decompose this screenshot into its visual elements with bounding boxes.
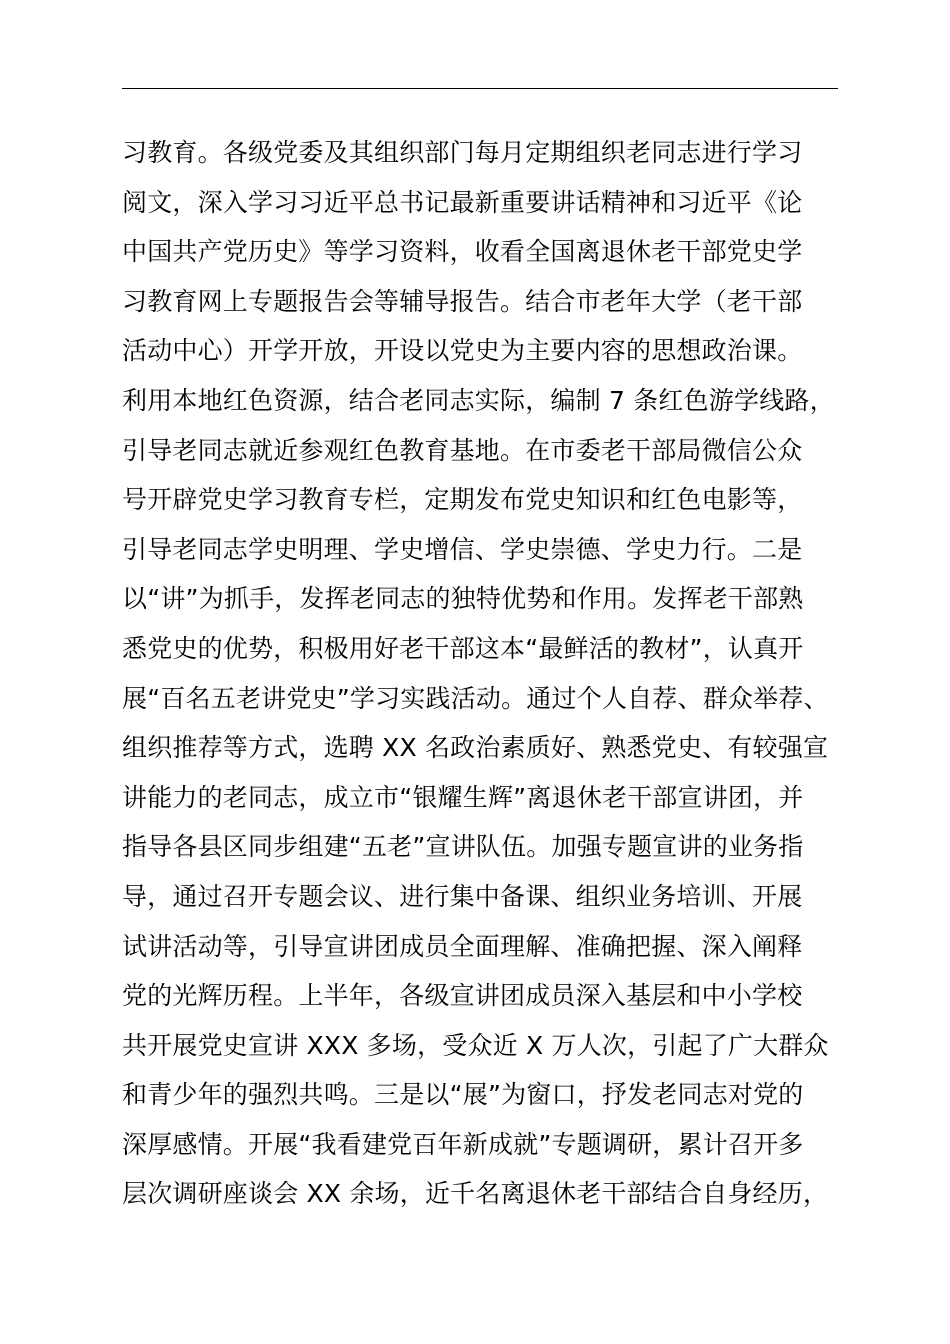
text-line: 引导老同志学史明理、学史增信、学史崇德、学史力行。二是 [122, 534, 803, 564]
body-text [122, 128, 862, 1219]
text-line: 导，通过召开专题会议、进行集中备课、组织业务培训、开展 [122, 881, 803, 911]
text-line: 展“百名五老讲党史”学习实践活动。通过个人自荐、群众举荐、 [122, 683, 829, 713]
text-line: 号开辟党史学习教育专栏，定期发布党史知识和红色电影等， [122, 485, 803, 515]
text-line: 悉党史的优势，积极用好老干部这本“最鲜活的教材”，认真开 [122, 633, 804, 663]
text-line: 共开展党史宣讲 XXX 多场，受众近 X 万人次，引起了广大群众 [122, 1030, 829, 1060]
text-line: 阅文，深入学习习近平总书记最新重要讲话精神和习近平《论 [122, 187, 803, 217]
text-line: 利用本地红色资源，结合老同志实际，编制 7 条红色游学线路， [122, 385, 835, 415]
text-line: 深厚感情。开展“我看建党百年新成就”专题调研，累计召开多 [122, 1129, 804, 1159]
text-line: 试讲活动等，引导宣讲团成员全面理解、准确把握、深入阐释 [122, 931, 803, 961]
text-line: 习教育网上专题报告会等辅导报告。结合市老年大学（老干部 [122, 286, 803, 316]
text-line: 中国共产党历史》等学习资料，收看全国离退休老干部党史学 [122, 237, 803, 267]
text-line: 讲能力的老同志，成立市“银耀生辉”离退休老干部宣讲团，并 [122, 782, 804, 812]
text-line: 层次调研座谈会 XX 余场，近千名离退休老干部结合自身经历， [122, 1179, 829, 1209]
text-line: 习教育。各级党委及其组织部门每月定期组织老同志进行学习 [122, 138, 803, 167]
text-line: 活动中心）开学开放，开设以党史为主要内容的思想政治课。 [122, 336, 803, 366]
text-line: 以“讲”为抓手，发挥老同志的独特优势和作用。发挥老干部熟 [122, 584, 804, 614]
text-line: 指导各县区同步组建“五老”宣讲队伍。加强专题宣讲的业务指 [122, 832, 804, 862]
header-rule [122, 88, 838, 89]
text-line: 和青少年的强烈共鸣。三是以“展”为窗口，抒发老同志对党的 [122, 1080, 804, 1110]
text-line: 引导老同志就近参观红色教育基地。在市委老干部局微信公众 [122, 435, 803, 465]
text-line: 党的光辉历程。上半年，各级宣讲团成员深入基层和中小学校 [122, 981, 803, 1011]
text-line: 组织推荐等方式，选聘 XX 名政治素质好、熟悉党史、有较强宣 [122, 733, 829, 763]
